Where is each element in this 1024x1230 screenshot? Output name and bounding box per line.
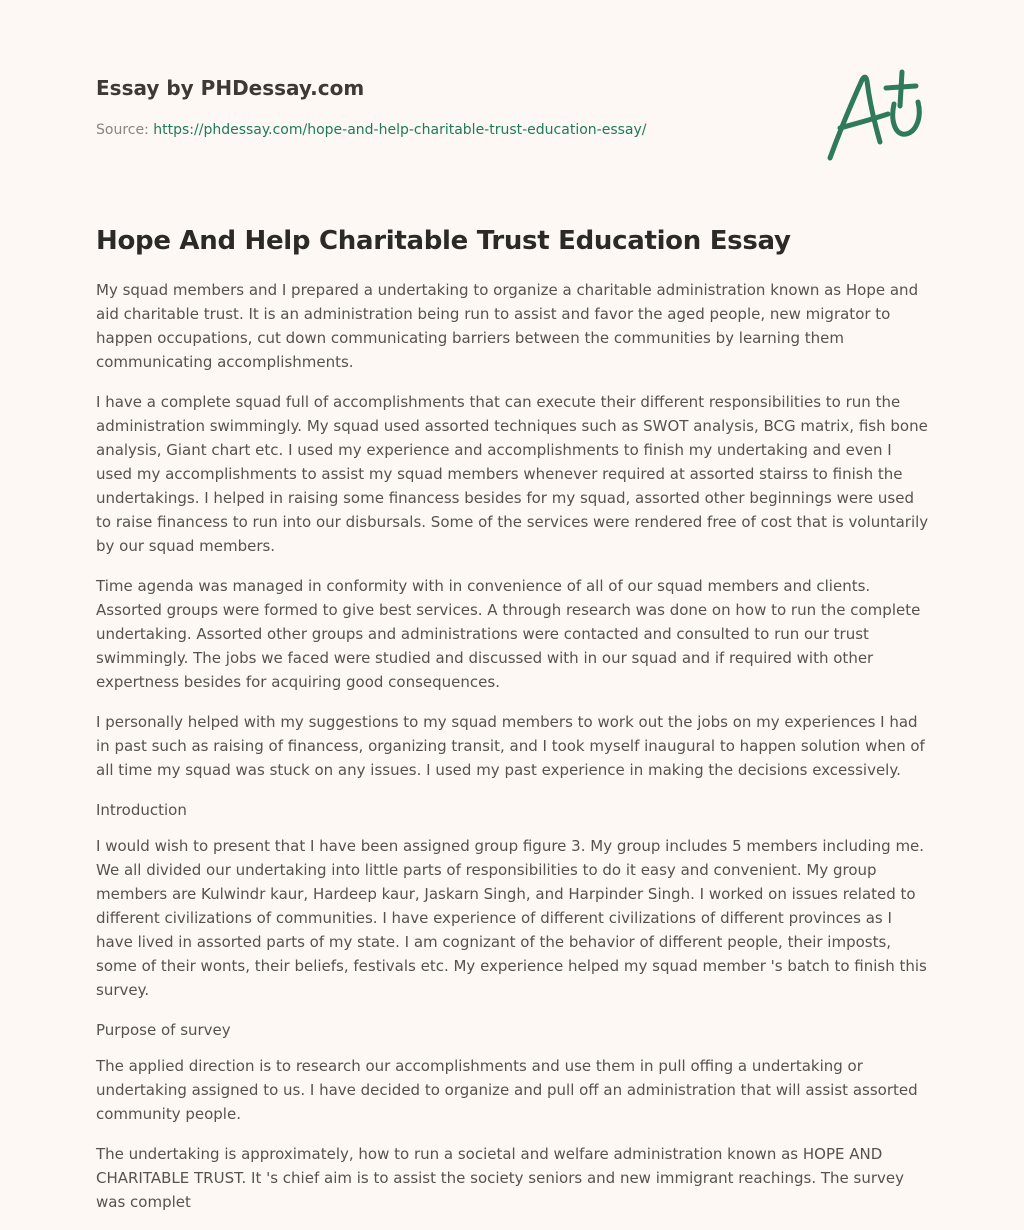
paragraph: My squad members and I prepared a undertaking to organize a charitable administration known as Hope and aid charitable trust. It is an administration being run to assist and favor the aged people, new migrator to happen occupations, cut down communicating barriers between the communities by learning them communicating accomplishments. bbox=[96, 281, 919, 371]
site-title: Essay by PHDessay.com bbox=[96, 76, 365, 100]
site-header bbox=[96, 76, 928, 138]
paragraph: The applied direction is to research our accomplishments and use them in pull offing a undertaking or undertaking assigned to us. I have decided to organize and pull off an administration that will assist assorted community people. bbox=[96, 1057, 918, 1123]
source-line bbox=[96, 122, 928, 138]
page-title: Hope And Help Charitable Trust Education Essay bbox=[96, 226, 791, 256]
paragraph: I have a complete squad full of accomplishments that can execute their different responsibilities to run the administration swimmingly. My squad used assorted techniques such as SWOT analysis, BCG matrix, fish bone analysis, Giant chart etc. I used my experience and accomplishments to finish my undertaking and even I used my accomplishments to assist my squad members whenever required at assorted stairss to finish the undertakings. I helped in raising some financess besides for my squad, assorted other beginnings were used to raise financess to run into our disbursals. Some of the services were rendered free of cost that is voluntarily by our squad members. bbox=[96, 393, 929, 555]
article bbox=[96, 226, 932, 1230]
paragraph: Time agenda was managed in conformity with in convenience of all of our squad members and clients. Assorted groups were formed to give best services. A through research was done on how to run the complete undertaking. Assorted other groups and administrations were contacted and consulted to run our trust swimmingly. The jobs we faced were studied and discussed with in our squad and if required with other expertness besides for acquiring good consequences. bbox=[96, 577, 921, 691]
section-heading-introduction: Introduction bbox=[96, 801, 187, 819]
paragraph: The undertaking is approximately, how to run a societal and welfare administration known as HOPE AND CHARITABLE TRUST. It 's chief aim is to assist the society seniors and new immigrant reachings. The survey was complet bbox=[96, 1145, 905, 1211]
paragraph: I would wish to present that I have been assigned group figure 3. My group includes 5 members including me. We all divided our undertaking into little parts of responsibilities to do it easy and convenient. My group members are Kulwindr kaur, Hardeep kaur, Jaskarn Singh, and Harpinder Singh. I worked on issues related to different civilizations of communities. I have experience of different civilizations of different provinces as I have lived in assorted parts of my state. I am cognizant of the behavior of different people, their imposts, some of their wonts, their beliefs, festivals etc. My experience helped my squad member 's batch to finish this survey. bbox=[96, 837, 927, 999]
source-link[interactable]: https://phdessay.com/hope-and-help-charitable-trust-education-essay/ bbox=[153, 122, 647, 138]
a-plus-grade-icon bbox=[824, 66, 928, 166]
paragraph: I personally helped with my suggestions to my squad members to work out the jobs on my experiences I had in past such as raising of financess, organizing transit, and I took myself inaugural to happen solution when of all time my squad was stuck on any issues. I used my past experience in making the decisions excessively. bbox=[96, 713, 925, 779]
section-heading-purpose: Purpose of survey bbox=[96, 1021, 231, 1039]
source-label: Source: bbox=[96, 122, 149, 138]
